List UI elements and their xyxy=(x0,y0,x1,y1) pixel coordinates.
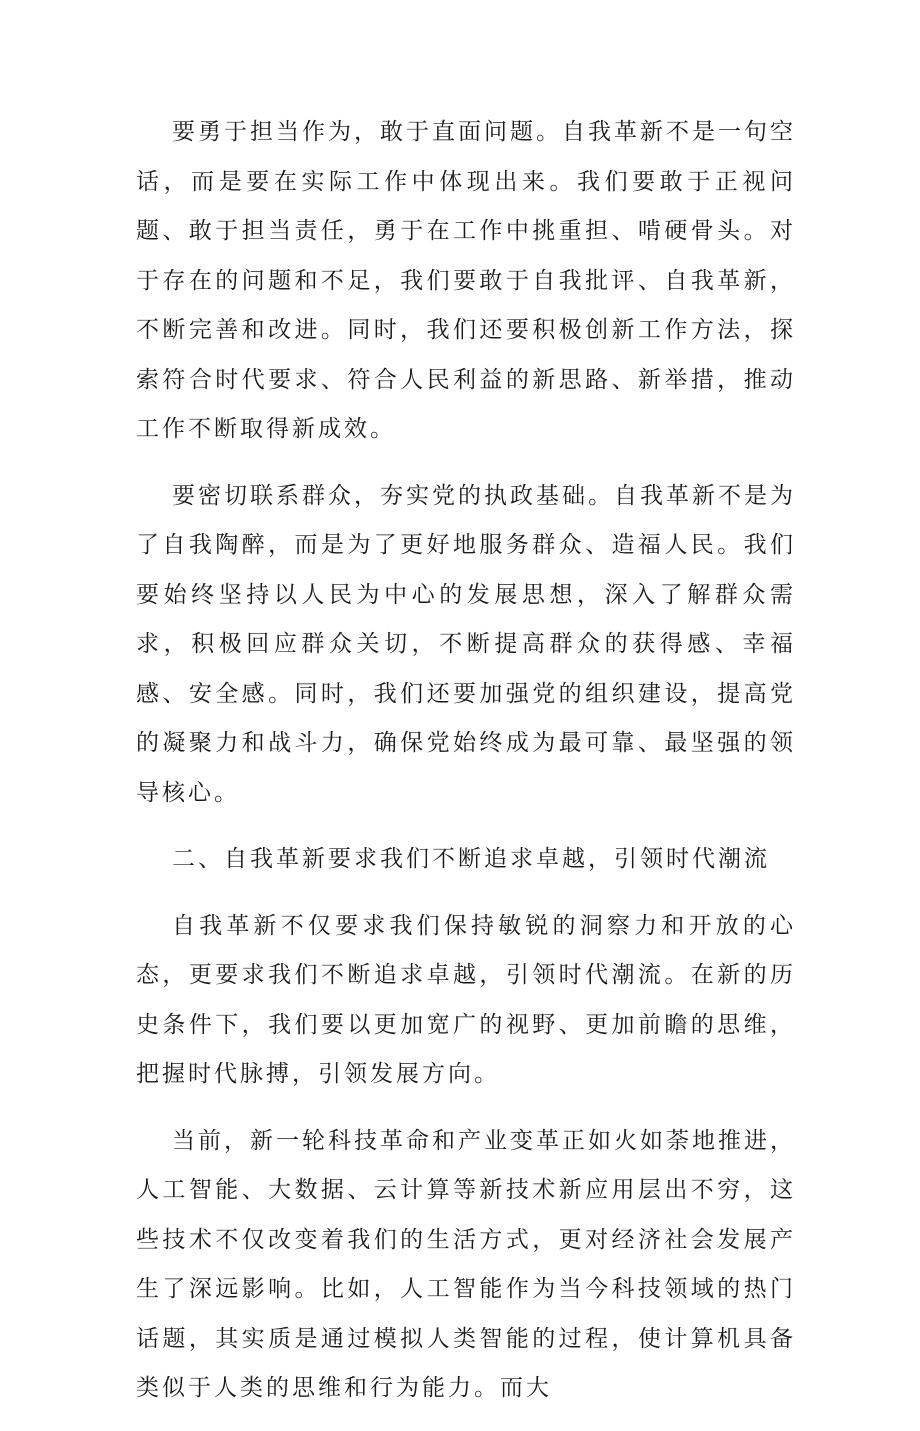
paragraph-connect-with-masses: 要密切联系群众，夯实党的执政基础。自我革新不是为了自我陶醉，而是为了更好地服务群众、造福人民。我们要始终坚持以人民为中心的发展思想，深入了解群众需求，积极回应群众关切，不断提高群众的获得感、幸福感、安全感。同时，我们还要加强党的组织建设，提高党的凝聚力和战斗力，确保党始终成为最可靠、最坚强的领导核心。 xyxy=(136,482,796,806)
paragraph-tech-revolution: 当前，新一轮科技革命和产业变革正如火如荼地推进，人工智能、大数据、云计算等新技术新应用层出不穷，这些技术不仅改变着我们的生活方式，更对经济社会发展产生了深远影响。比如，人工智能作为当今科技领域的热门话题，其实质是通过模拟人类智能的过程，使计算机具备类似于人类的思维和行为能力。而大 xyxy=(136,1127,796,1401)
document-body xyxy=(136,108,796,1431)
section-heading-2: 二、自我革新要求我们不断追求卓越，引领时代潮流 xyxy=(172,846,770,872)
paragraph-pursue-excellence: 自我革新不仅要求我们保持敏锐的洞察力和开放的心态，更要求我们不断追求卓越，引领时代潮流。在新的历史条件下，我们要以更加宽广的视野、更加前瞻的思维，把握时代脉搏，引领发展方向。 xyxy=(136,912,796,1087)
paragraph-take-responsibility: 要勇于担当作为，敢于直面问题。自我革新不是一句空话，而是要在实际工作中体现出来。我们要敢于正视问题、敢于担当责任，勇于在工作中挑重担、啃硬骨头。对于存在的问题和不足，我们要敢于自我批评、自我革新，不断完善和改进。同时，我们还要积极创新工作方法，探索符合时代要求、符合人民利益的新思路、新举措，推动工作不断取得新成效。 xyxy=(136,119,796,442)
